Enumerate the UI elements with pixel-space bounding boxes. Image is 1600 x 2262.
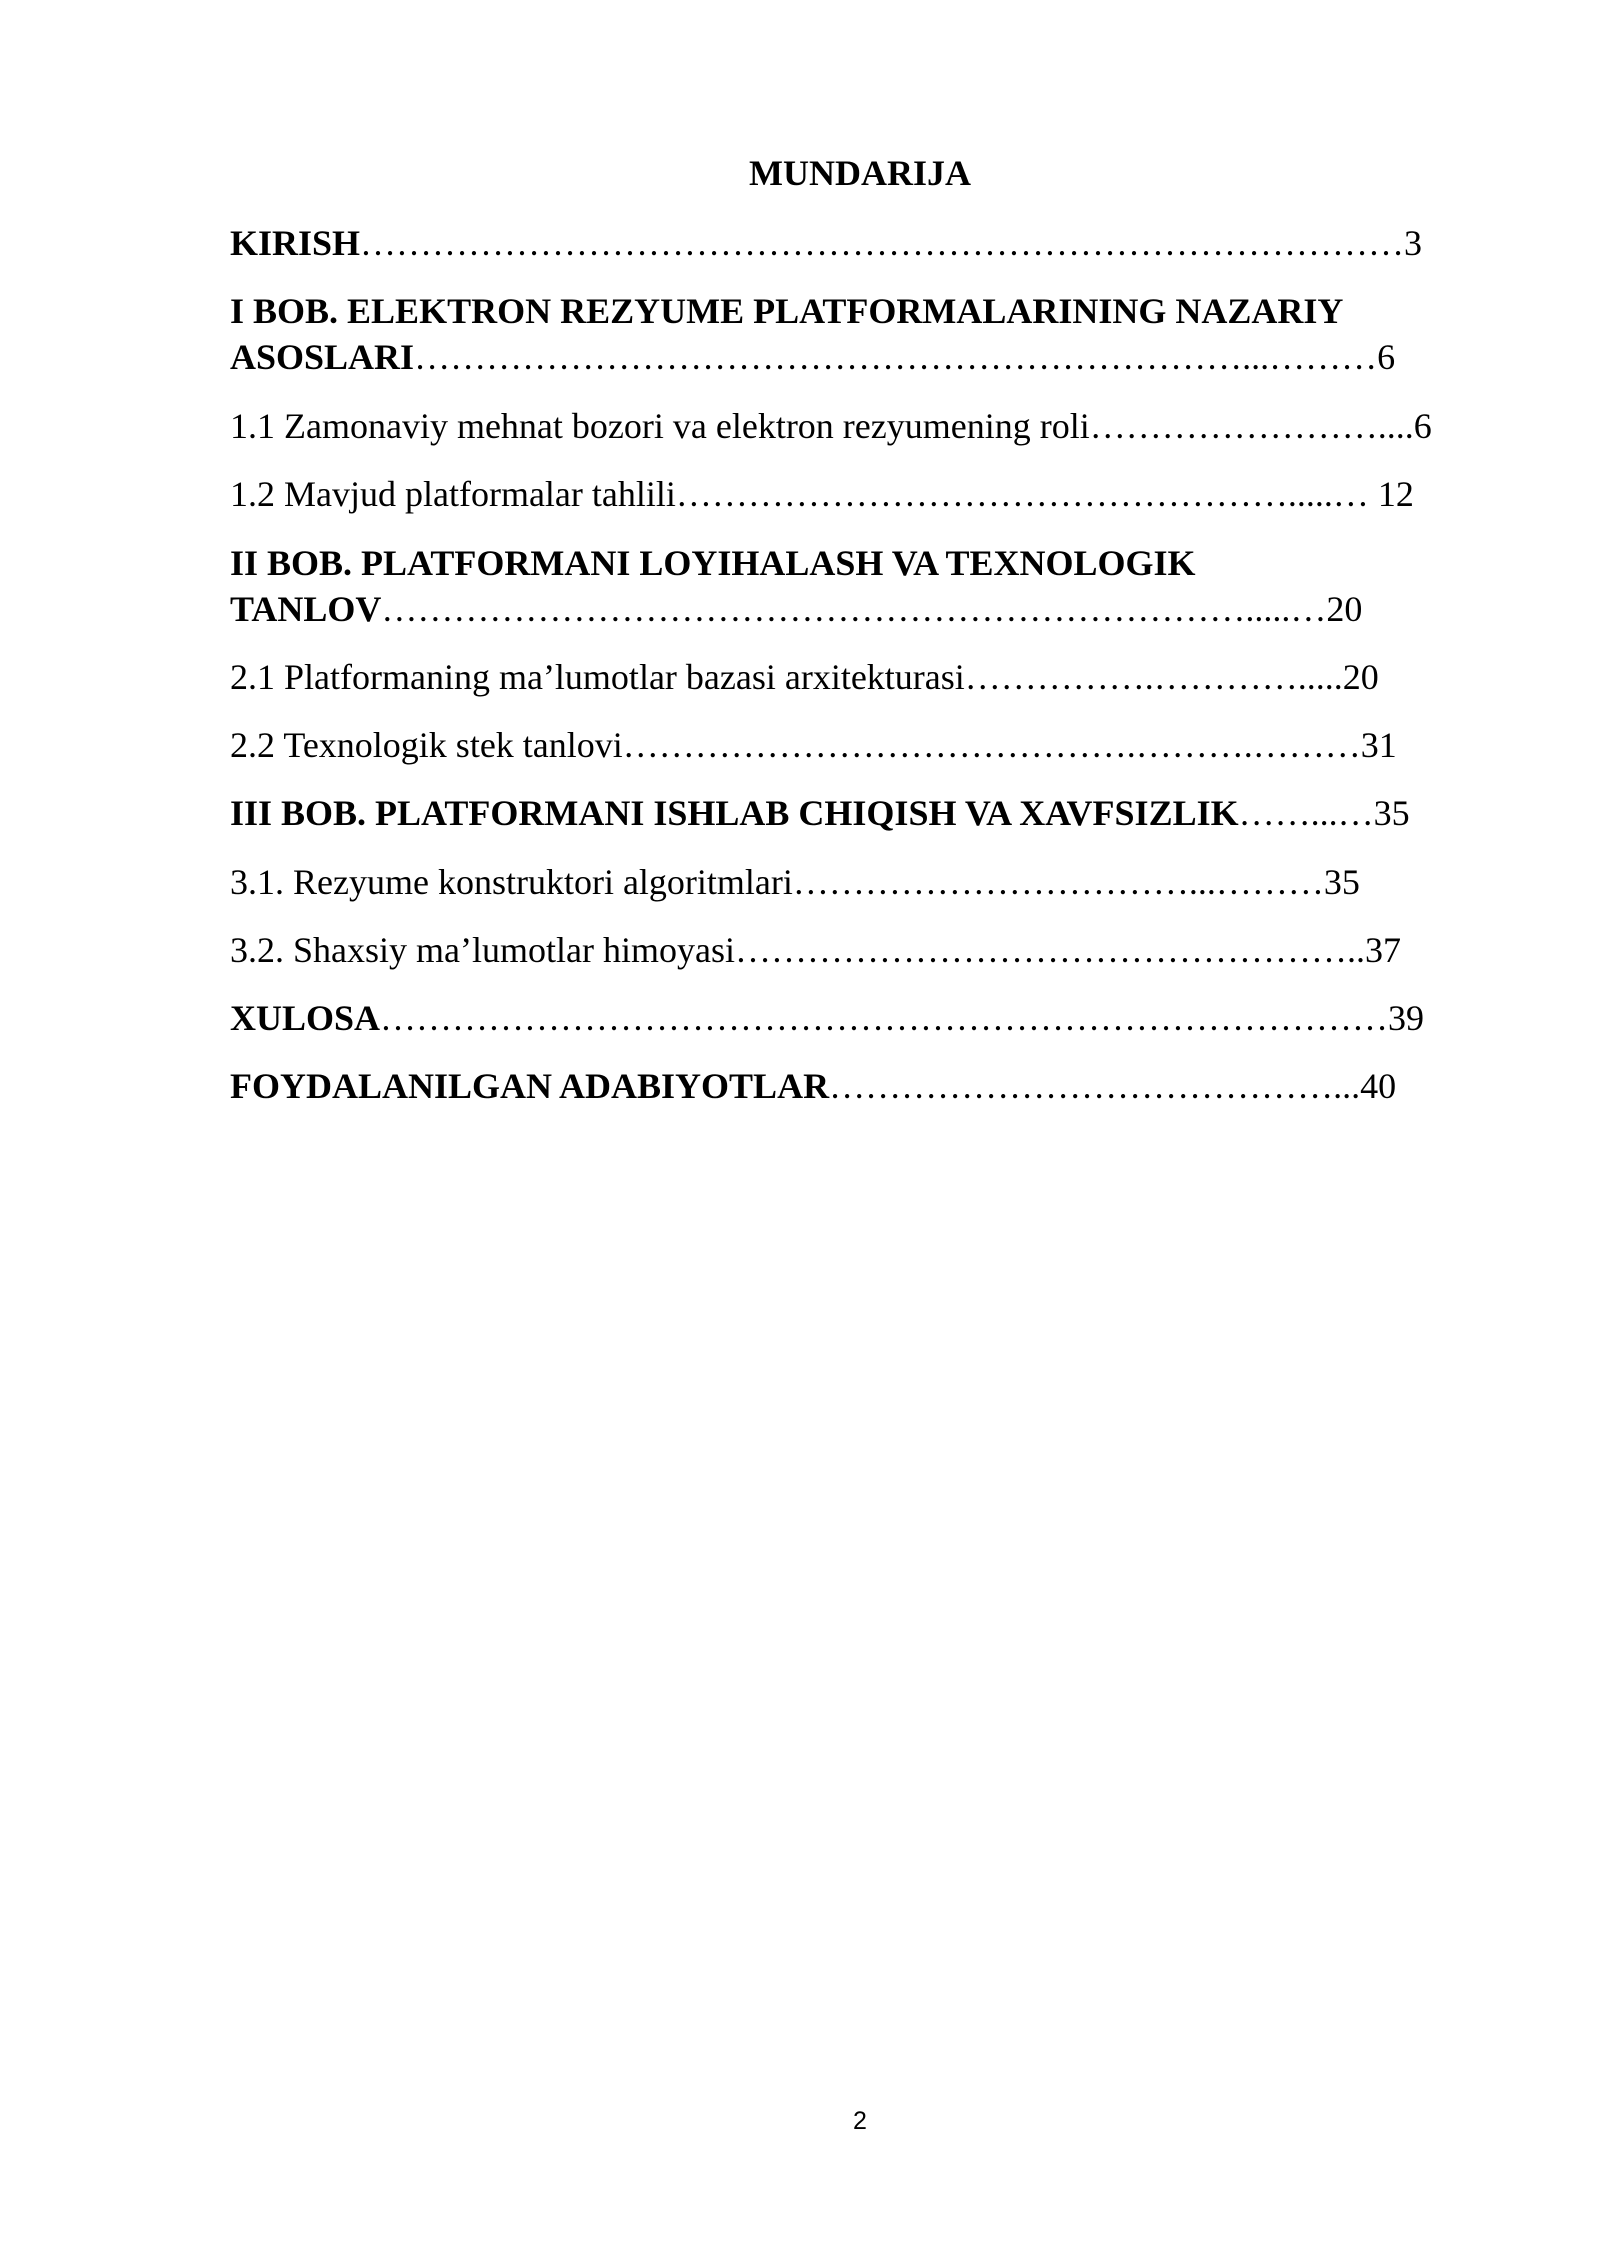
toc-entry-bob3 [230,790,1410,836]
toc-title: MUNDARIJA [749,153,971,193]
toc-entry-leader-page: ……………………………………………………………………………3 [360,223,1423,263]
toc-entry-1-2: 1.2 Mavjud platformalar tahlili…………………………………………….....… 12 [230,474,1414,514]
toc-entry-heading: KIRISH [230,223,361,263]
toc-entry-3-2: 3.2. Shaxsiy ma’lumotlar himoyasi……………………………………………..37 [230,930,1401,970]
toc-entry-bob2-line2 [230,586,1362,632]
toc-entry-leader-page: …………………………………………………………………………39 [380,998,1425,1038]
toc-entry-heading: TANLOV [230,589,382,629]
toc-entry-adabiyotlar [230,1063,1396,1109]
page-number: 2 [853,2107,867,2135]
toc-entry-leader-page: ……...…35 [1238,793,1410,833]
toc-entry-3-1: 3.1. Rezyume konstruktori algoritmlari……………………………...………35 [230,862,1360,902]
toc-entry-2-2: 2.2 Texnologik stek tanlovi…………………………………….……….………31 [230,725,1397,765]
toc-entry-kirish [230,220,1422,266]
toc-entry-bob1-line1: I BOB. ELEKTRON REZYUME PLATFORMALARINING NAZARIY [230,291,1344,331]
toc-entry-heading: XULOSA [230,998,381,1038]
toc-entry-heading: III BOB. PLATFORMANI ISHLAB CHIQISH VA XAVFSIZLIK [230,793,1239,833]
toc-entry-leader-page: ……………………………………………………………...………6 [414,337,1396,377]
toc-entry-bob2-line1: II BOB. PLATFORMANI LOYIHALASH VA TEXNOLOGIK [230,543,1196,583]
toc-entry-bob1-line2 [230,334,1395,380]
toc-entry-heading: ASOSLARI [230,337,415,377]
toc-entry-leader-page: ……………………………………………………………….....…20 [381,589,1363,629]
toc-entry-heading: FOYDALANILGAN ADABIYOTLAR [230,1066,830,1106]
toc-entry-xulosa [230,995,1424,1041]
toc-entry-2-1: 2.1 Platformaning ma’lumotlar bazasi arxitekturasi…………….………….....20 [230,657,1379,697]
toc-entry-1-1: 1.1 Zamonaviy mehnat bozori va elektron rezyumening roli……………………....6 [230,406,1432,446]
toc-entry-leader-page: ……………………………………...40 [829,1066,1397,1106]
